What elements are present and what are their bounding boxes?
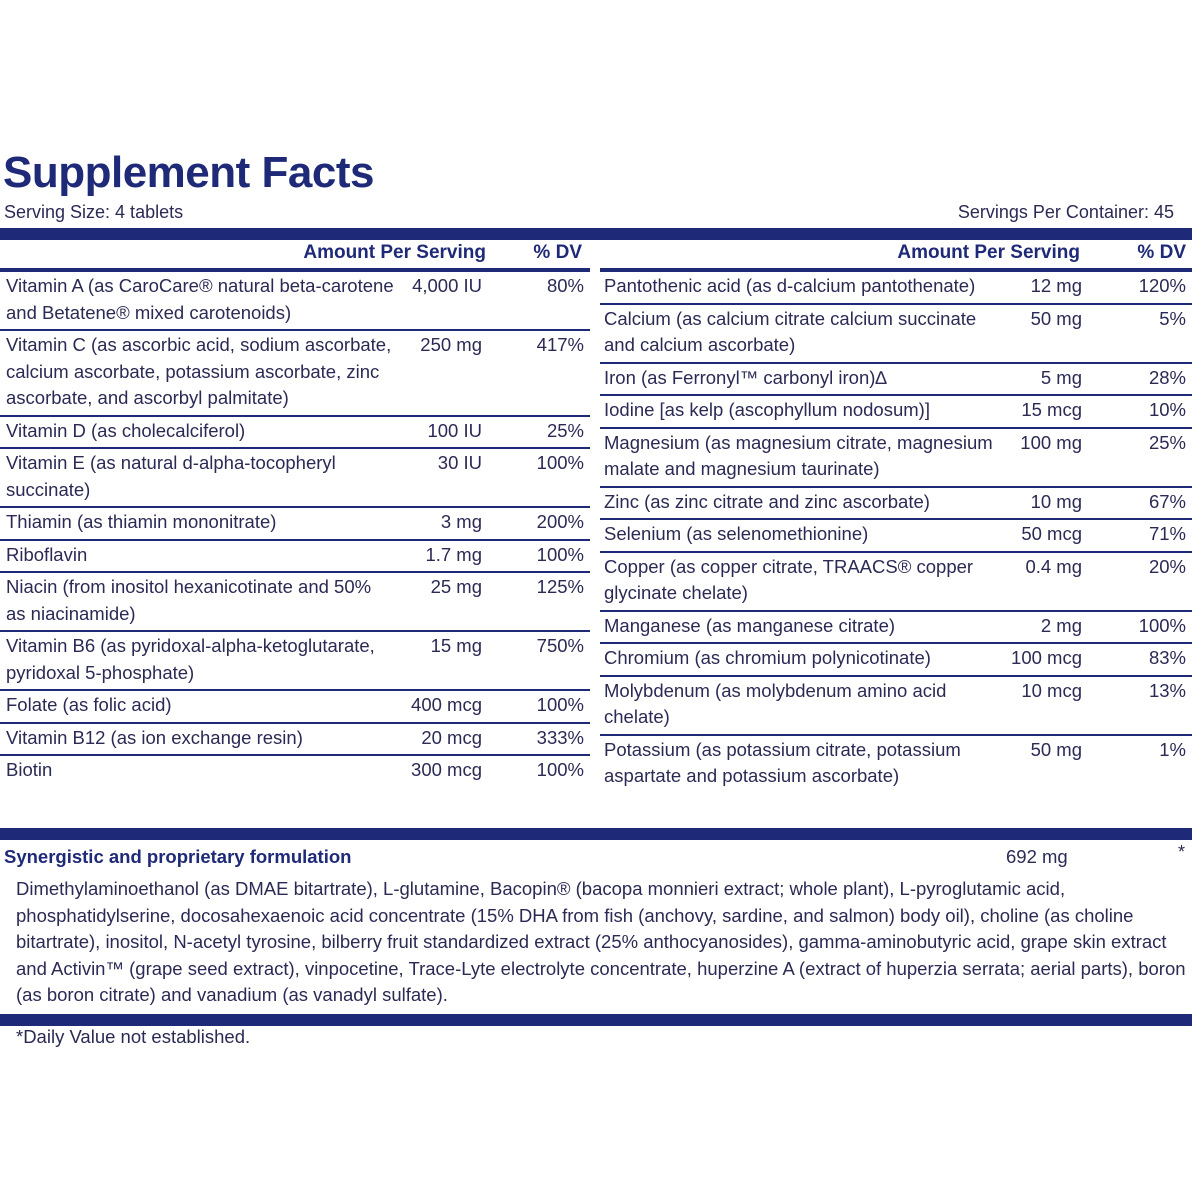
nutrient-dv: 200% bbox=[536, 511, 584, 532]
nutrient-row bbox=[0, 573, 590, 632]
nutrient-name: Pantothenic acid (as d-calcium pantothenate) bbox=[604, 275, 976, 296]
nutrient-row bbox=[0, 331, 590, 417]
nutrient-amount: 10 mg bbox=[1030, 490, 1082, 512]
nutrient-row bbox=[0, 691, 590, 724]
nutrient-name: Zinc (as zinc citrate and zinc ascorbate) bbox=[604, 490, 930, 512]
amount-header: Amount Per Serving bbox=[303, 242, 486, 263]
nutrient-dv: 125% bbox=[536, 576, 584, 597]
nutrient-row bbox=[0, 417, 590, 450]
nutrient-dv: 25% bbox=[1148, 431, 1186, 453]
amount-header: Amount Per Serving bbox=[897, 242, 1080, 263]
nutrient-name: Iron (as Ferronyl™ carbonyl iron)∆ bbox=[604, 366, 887, 388]
nutrient-dv: 13% bbox=[1148, 679, 1186, 701]
blend-dv: * bbox=[1178, 842, 1186, 862]
nutrient-name: Potassium (as potassium citrate, potassium aspartate and potassium ascorbate) bbox=[604, 738, 961, 786]
nutrient-amount: 12 mg bbox=[1030, 275, 1082, 296]
nutrient-dv: 100% bbox=[536, 452, 584, 473]
nutrient-name: Vitamin D (as cholecalciferol) bbox=[6, 419, 246, 441]
nutrient-dv: 10% bbox=[1148, 399, 1186, 420]
nutrient-amount: 5 mg bbox=[1040, 366, 1082, 388]
nutrient-amount: 50 mg bbox=[1030, 307, 1082, 329]
nutrient-row bbox=[600, 677, 1192, 736]
nutrient-name: Iodine [as kelp (ascophyllum nodosum)] bbox=[604, 399, 930, 420]
nutrient-amount: 10 mcg bbox=[1021, 679, 1082, 701]
nutrient-row bbox=[0, 272, 590, 331]
servings-per-container: Servings Per Container: 45 bbox=[957, 202, 1174, 222]
nutrient-name: Vitamin A (as CaroCare® natural beta-carotene and Betatene® mixed carotenoids) bbox=[6, 275, 394, 323]
right-nutrient-column bbox=[600, 272, 1192, 793]
nutrient-dv: 67% bbox=[1148, 490, 1186, 512]
nutrient-name: Manganese (as manganese citrate) bbox=[604, 614, 896, 636]
nutrient-row bbox=[600, 429, 1192, 488]
nutrient-dv: 333% bbox=[536, 726, 584, 748]
nutrient-dv: 28% bbox=[1148, 366, 1186, 388]
bottom-divider-bar bbox=[0, 1014, 1192, 1026]
nutrient-amount: 100 mcg bbox=[1011, 647, 1082, 668]
nutrient-row bbox=[600, 612, 1192, 645]
left-column-header bbox=[0, 240, 590, 268]
nutrient-name: Magnesium (as magnesium citrate, magnesium malate and magnesium taurinate) bbox=[604, 431, 993, 479]
nutrient-dv: 1% bbox=[1159, 738, 1186, 760]
nutrient-amount: 30 IU bbox=[437, 452, 482, 473]
nutrient-dv: 120% bbox=[1138, 275, 1186, 296]
dv-header: % DV bbox=[1137, 242, 1186, 263]
nutrient-amount: 20 mcg bbox=[421, 726, 482, 748]
nutrient-name: Folate (as folic acid) bbox=[6, 694, 172, 715]
nutrient-amount: 15 mg bbox=[430, 635, 482, 656]
nutrient-row bbox=[0, 449, 590, 508]
top-divider-bar bbox=[0, 228, 1192, 240]
nutrient-row bbox=[600, 736, 1192, 793]
nutrient-amount: 1.7 mg bbox=[425, 543, 482, 565]
blend-amount: 692 mg bbox=[1006, 846, 1068, 867]
nutrient-amount: 3 mg bbox=[440, 511, 482, 532]
nutrient-name: Copper (as copper citrate, TRAACS® copper glycinate chelate) bbox=[604, 555, 974, 603]
nutrient-name: Riboflavin bbox=[6, 543, 88, 565]
nutrient-amount: 300 mcg bbox=[411, 759, 482, 780]
nutrient-name: Niacin (from inositol hexanicotinate and 50% as niacinamide) bbox=[6, 576, 372, 624]
serving-size: Serving Size: 4 tablets bbox=[4, 202, 184, 222]
nutrient-dv: 100% bbox=[536, 543, 584, 565]
dv-header: % DV bbox=[533, 242, 582, 263]
nutrient-amount: 2 mg bbox=[1040, 614, 1082, 636]
page-title: Supplement Facts bbox=[3, 148, 374, 197]
nutrient-dv: 80% bbox=[546, 275, 584, 296]
nutrient-amount: 4,000 IU bbox=[412, 275, 482, 296]
footnote: *Daily Value not established. bbox=[16, 1026, 251, 1047]
nutrient-row bbox=[600, 305, 1192, 364]
nutrient-dv: 100% bbox=[1138, 614, 1186, 636]
nutrient-row bbox=[0, 508, 590, 541]
nutrient-dv: 100% bbox=[536, 759, 584, 780]
nutrient-amount: 15 mcg bbox=[1021, 399, 1082, 420]
nutrient-dv: 83% bbox=[1148, 647, 1186, 668]
nutrient-dv: 20% bbox=[1148, 555, 1186, 577]
nutrient-dv: 71% bbox=[1148, 523, 1186, 544]
nutrient-amount: 250 mg bbox=[420, 334, 482, 355]
nutrient-amount: 50 mg bbox=[1030, 738, 1082, 760]
nutrient-row bbox=[600, 364, 1192, 397]
nutrient-amount: 400 mcg bbox=[411, 694, 482, 715]
nutrient-name: Chromium (as chromium polynicotinate) bbox=[604, 647, 931, 668]
nutrient-amount: 100 mg bbox=[1020, 431, 1082, 453]
nutrient-row bbox=[600, 644, 1192, 677]
nutrient-row bbox=[600, 488, 1192, 521]
nutrient-name: Selenium (as selenomethionine) bbox=[604, 523, 869, 544]
left-nutrient-column bbox=[0, 272, 590, 787]
nutrient-dv: 100% bbox=[536, 694, 584, 715]
nutrient-name: Vitamin E (as natural d-alpha-tocopheryl succinate) bbox=[6, 452, 336, 500]
nutrient-dv: 5% bbox=[1159, 307, 1186, 329]
nutrient-row bbox=[600, 520, 1192, 553]
nutrient-amount: 0.4 mg bbox=[1025, 555, 1082, 577]
nutrient-row bbox=[600, 553, 1192, 612]
nutrient-name: Calcium (as calcium citrate calcium succinate and calcium ascorbate) bbox=[604, 307, 977, 355]
nutrient-amount: 25 mg bbox=[430, 576, 482, 597]
nutrient-row bbox=[0, 724, 590, 757]
nutrient-row bbox=[0, 632, 590, 691]
nutrient-name: Vitamin B12 (as ion exchange resin) bbox=[6, 726, 303, 748]
nutrient-row bbox=[0, 541, 590, 574]
nutrient-amount: 50 mcg bbox=[1021, 523, 1082, 544]
nutrient-name: Vitamin C (as ascorbic acid, sodium ascorbate, calcium ascorbate, potassium ascorbate, zinc ascorbate, and ascorbyl palmitate) bbox=[6, 334, 392, 408]
nutrient-name: Molybdenum (as molybdenum amino acid chelate) bbox=[604, 679, 947, 727]
nutrient-dv: 25% bbox=[546, 419, 584, 441]
right-column-header bbox=[600, 240, 1192, 268]
nutrient-dv: 750% bbox=[536, 635, 584, 656]
nutrient-amount: 100 IU bbox=[427, 419, 482, 441]
nutrient-row bbox=[600, 272, 1192, 305]
nutrient-dv: 417% bbox=[536, 334, 584, 355]
nutrient-row bbox=[600, 396, 1192, 429]
blend-title: Synergistic and proprietary formulation bbox=[4, 846, 352, 867]
blend-ingredients: Dimethylaminoethanol (as DMAE bitartrate), L-glutamine, Bacopin® (bacopa monnieri extract; whole plant), L-pyroglutamic acid, phosphatidylserine, docosahexaenoic acid concentrate (15% DHA from fish (anchovy, sardine, and salmon) body oil), choline (as choline bitartrate), inositol, N-acetyl tyrosine, bilberry fruit standardized extract (25% anthocyanosides), gamma-aminobutyric acid, grape skin extract and Activin™ (grape seed extract), vinpocetine, Trace-Lyte electrolyte concentrate, huperzine A (extract of huperzia serrata; aerial parts), boron (as boron citrate) and vanadium (as vanadyl sulfate). bbox=[16, 878, 1186, 1006]
blend-divider-bar bbox=[0, 828, 1192, 840]
nutrient-name: Thiamin (as thiamin mononitrate) bbox=[6, 511, 277, 532]
nutrient-row bbox=[0, 756, 590, 787]
nutrient-name: Vitamin B6 (as pyridoxal-alpha-ketoglutarate, pyridoxal 5-phosphate) bbox=[6, 635, 375, 683]
nutrient-name: Biotin bbox=[6, 759, 53, 780]
